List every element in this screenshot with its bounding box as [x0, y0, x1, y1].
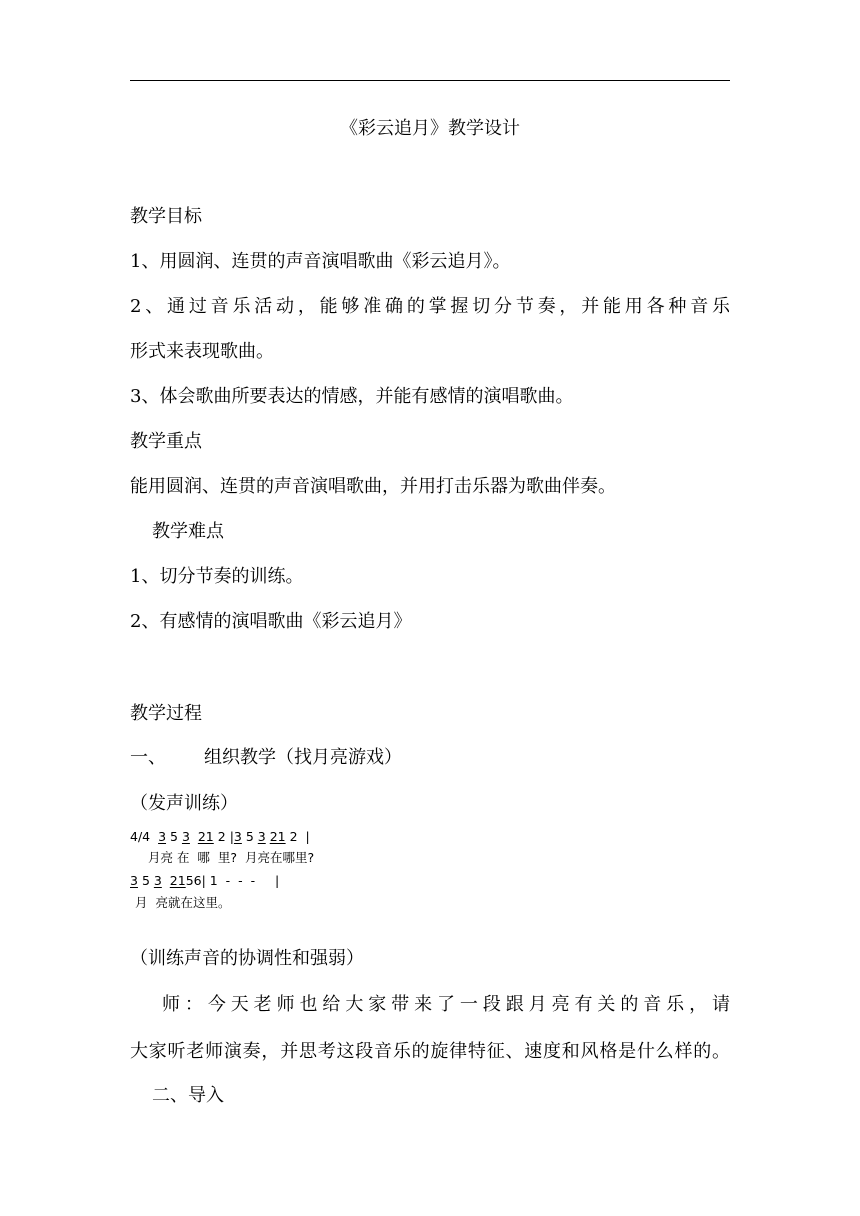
step-1 — [130, 746, 402, 770]
score-note: 2 — [289, 829, 298, 844]
score-note: 2 — [217, 829, 226, 844]
score-note: 21 — [269, 829, 286, 844]
score-note: 3 — [153, 873, 162, 888]
objective-2-line2: 形式来表现歌曲。 — [130, 341, 274, 362]
difficulty-2: 2、有感情的演唱歌曲《彩云追月》 — [130, 611, 412, 632]
objective-3: 3、体会歌曲所要表达的情感，并能有感情的演唱歌曲。 — [130, 386, 574, 407]
objective-1: 1、用圆润、连贯的声音演唱歌曲《彩云追月》。 — [130, 251, 511, 272]
score-note: | 1 - - - — [201, 873, 256, 888]
score-barline: | — [229, 829, 234, 844]
process-heading: 教学过程 — [130, 703, 202, 724]
score-note: 56 — [185, 873, 202, 888]
score-meter: 4/4 — [130, 829, 151, 844]
score-note: 3 — [158, 829, 167, 844]
step-1-number: 一、 — [130, 747, 166, 768]
step-1-text: 组织教学（找月亮游戏） — [204, 747, 402, 768]
score-lyric-2: 月 亮就在这里。 — [135, 895, 231, 910]
teacher-text-line1: 师：今天老师也给大家带来了一段跟月亮有关的音乐，请 — [162, 994, 730, 1015]
score-note: 3 — [233, 829, 242, 844]
key-points-heading: 教学重点 — [130, 431, 202, 452]
vocal-training-label: （发声训练） — [130, 793, 238, 814]
score-note: 21 — [197, 829, 214, 844]
objectives-heading: 教学目标 — [130, 206, 202, 227]
objective-2-line1: 2、通过音乐活动，能够准确的掌握切分节奏，并能用各种音乐 — [130, 296, 730, 317]
document-title: 《彩云追月》教学设计 — [340, 118, 520, 139]
header-rule — [130, 80, 730, 81]
score-barline: | — [305, 829, 310, 844]
score-note: 3 — [257, 829, 266, 844]
score-note: 3 — [130, 873, 138, 888]
key-points-text: 能用圆润、连贯的声音演唱歌曲，并用打击乐器为歌曲伴奏。 — [130, 476, 616, 497]
score-line-1 — [130, 829, 310, 845]
score-note: 3 — [181, 829, 190, 844]
score-line-2 — [130, 873, 279, 889]
score-note: 5 — [245, 829, 254, 844]
score-barline: | — [274, 873, 280, 888]
score-note: 5 — [170, 829, 178, 844]
step-2-heading: 二、导入 — [152, 1085, 224, 1106]
difficulties-heading: 教学难点 — [152, 521, 224, 542]
teacher-text-line2: 大家听老师演奏，并思考这段音乐的旋律特征、速度和风格是什么样的。 — [130, 1041, 730, 1062]
training-note: （训练声音的协调性和强弱） — [130, 948, 364, 969]
score-lyric-1: 月亮 在 哪 里? 月亮在哪里? — [148, 850, 315, 865]
score-note: 21 — [169, 873, 186, 888]
score-note: 5 — [141, 873, 150, 888]
difficulty-1: 1、切分节奏的训练。 — [130, 566, 304, 587]
